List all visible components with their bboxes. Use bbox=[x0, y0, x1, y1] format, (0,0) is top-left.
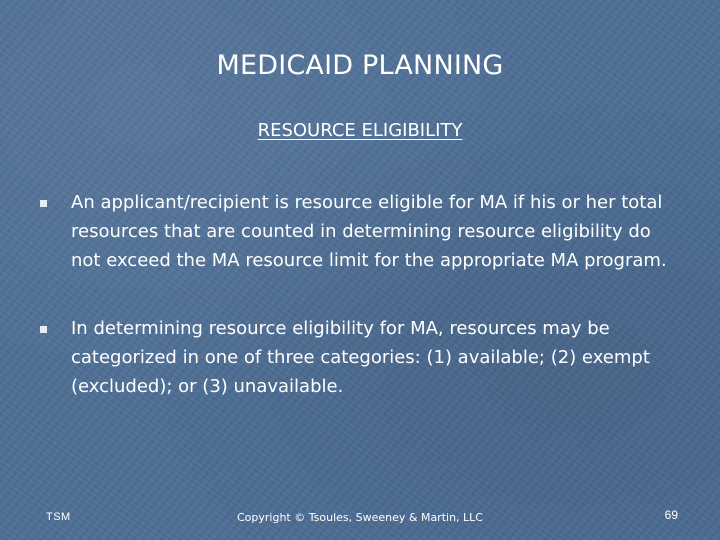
square-bullet-icon bbox=[40, 326, 47, 333]
page-number: 69 bbox=[664, 508, 678, 522]
square-bullet-icon bbox=[40, 200, 47, 207]
slide-subtitle: RESOURCE ELIGIBILITY bbox=[257, 120, 463, 141]
bullet-item bbox=[40, 188, 680, 275]
footer-left-label: TSM bbox=[46, 511, 71, 523]
slide-title: MEDICAID PLANNING bbox=[216, 50, 504, 81]
bullet-item bbox=[40, 314, 680, 401]
footer-copyright: Copyright © Tsoules, Sweeney & Martin, LLC bbox=[237, 511, 483, 524]
bullet-list bbox=[40, 188, 680, 440]
bullet-text: An applicant/recipient is resource eligible for MA if his or her total resources that are counted in determining resource eligibility do not exceed the MA resource limit for the appropriate MA program. bbox=[71, 192, 667, 271]
bullet-text: In determining resource eligibility for MA, resources may be categorized in one of three categories: (1) available; (2) exempt (excluded); or (3) unavailable. bbox=[71, 318, 650, 397]
